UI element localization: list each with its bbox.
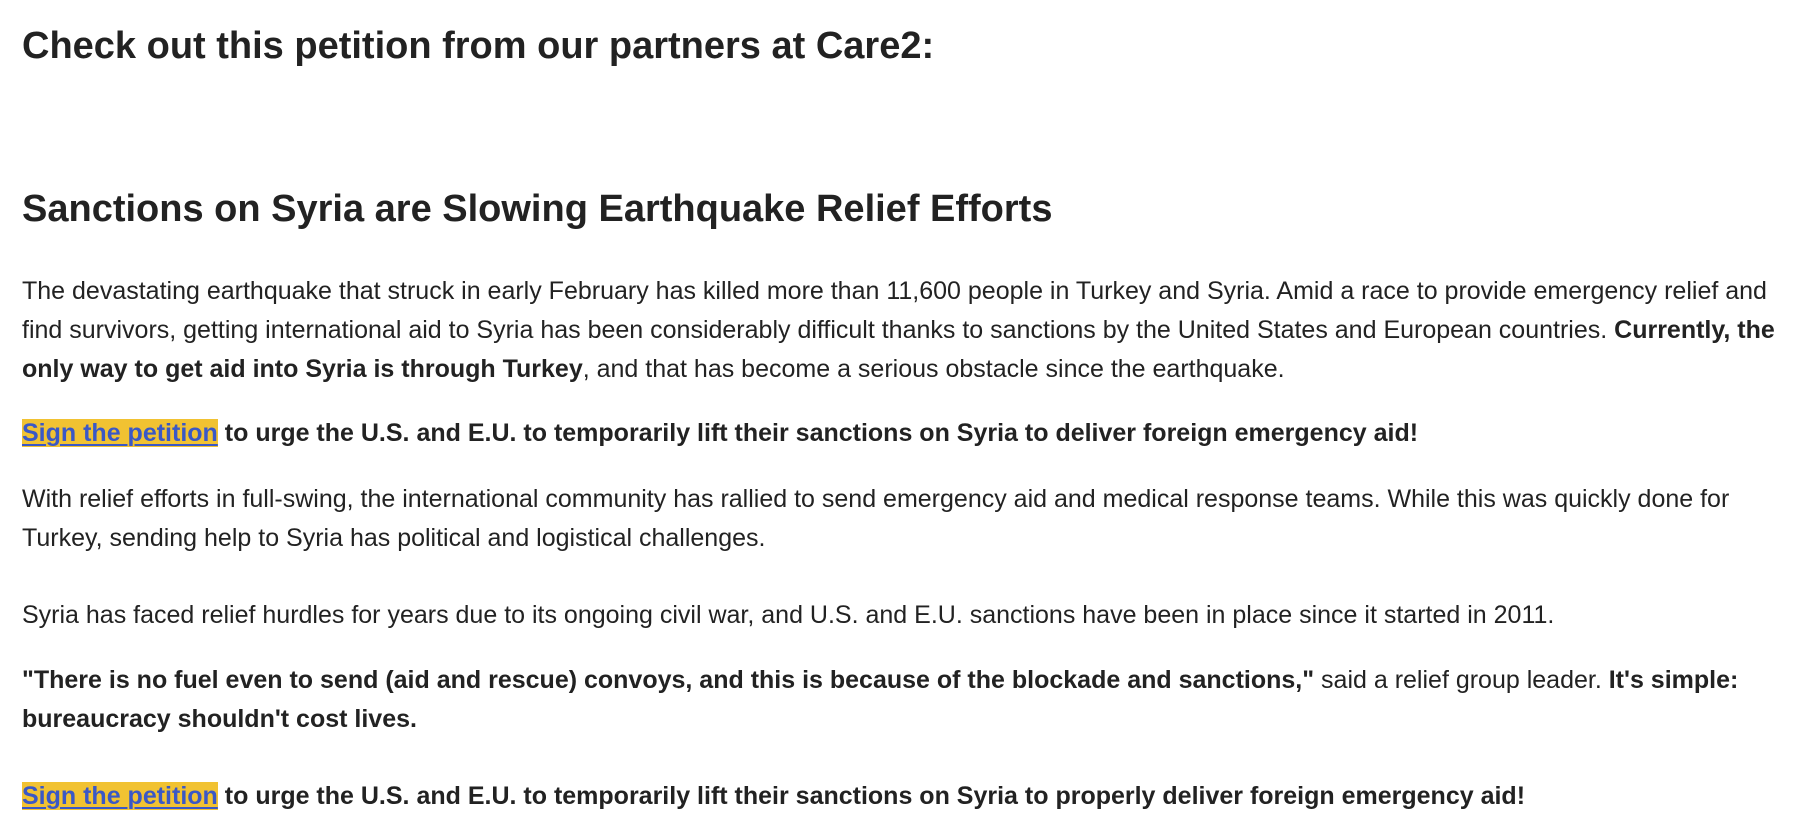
intro-paragraph [22, 272, 1804, 389]
intro-heading: Check out this petition from our partners at Care2: [22, 25, 935, 67]
relief-paragraph [22, 480, 1804, 558]
paragraph-bold-text: Currently, the only way to get aid into Syria is through Turkey [22, 316, 1775, 383]
paragraph-text-tail: , and that has become a serious obstacle since the earthquake. [582, 355, 1285, 383]
relief-paragraph-text: With relief efforts in full-swing, the international community has rallied to send emergency aid and medical response teams. While this was quickly done for Turkey, sending help to Syria has political and logistical challenges. [22, 485, 1730, 552]
history-paragraph-text: Syria has faced relief hurdles for years due to its ongoing civil war, and U.S. and E.U. sanctions have been in place since it started in 2011. [22, 601, 1555, 629]
call-to-action-2 [22, 777, 1804, 816]
quote-attribution: said a relief group leader. [1314, 666, 1609, 694]
call-to-action-text-2: to urge the U.S. and E.U. to temporarily lift their sanctions on Syria to properly deliver foreign emergency aid! [217, 782, 1526, 810]
quote-text: "There is no fuel even to send (aid and rescue) convoys, and this is because of the blockade and sanctions," [22, 666, 1315, 694]
quote-conclusion: It's simple: bureaucracy shouldn't cost lives. [22, 666, 1739, 733]
call-to-action-text: to urge the U.S. and E.U. to temporarily lift their sanctions on Syria to deliver foreign emergency aid! [217, 419, 1419, 447]
sign-petition-link-2[interactable]: Sign the petition [22, 782, 218, 810]
call-to-action-1 [22, 414, 1804, 453]
quote-paragraph [22, 661, 1804, 739]
paragraph-text: The devastating earthquake that struck in early February has killed more than 11,600 people in Turkey and Syria. Amid a race to provide emergency relief and find survivors, getting international aid to Syria has been considerably difficult thanks to sanctions by the United States and European countries. [22, 277, 1767, 344]
history-paragraph [22, 596, 1804, 635]
sign-petition-link[interactable]: Sign the petition [22, 419, 218, 447]
petition-title: Sanctions on Syria are Slowing Earthquake Relief Efforts [22, 188, 1053, 230]
